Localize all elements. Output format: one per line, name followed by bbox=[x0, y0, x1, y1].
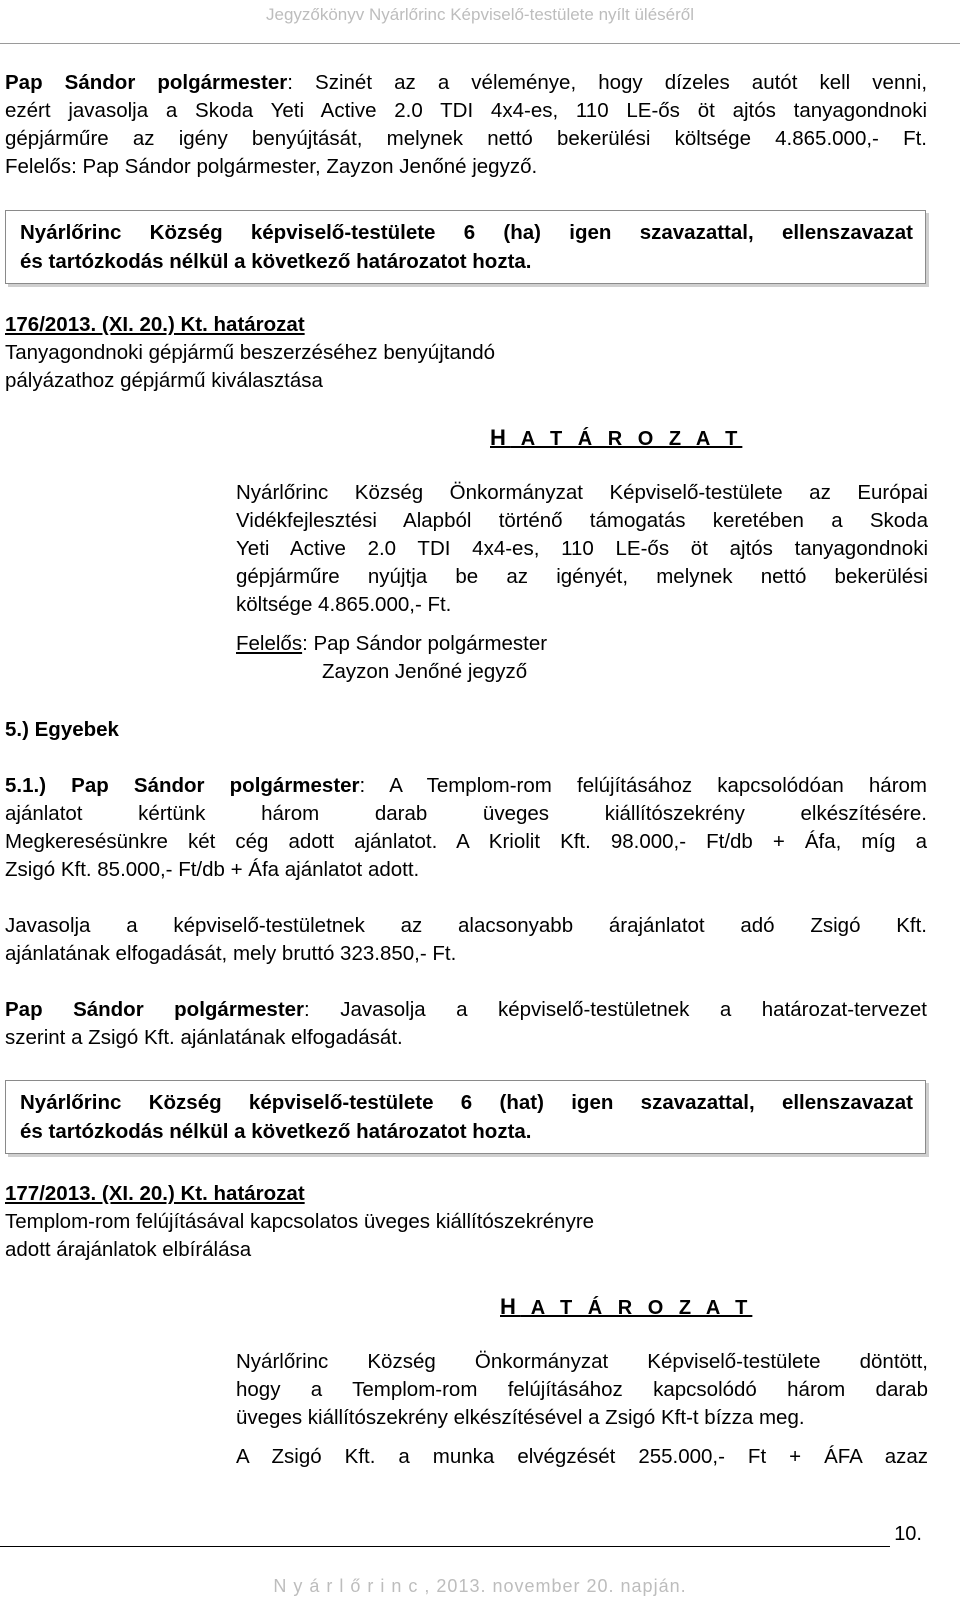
paragraph-line bbox=[5, 772, 927, 800]
paragraph-proposal bbox=[5, 912, 927, 968]
vote-line: Nyárlőrinc Község képviselő-testülete 6 (ha) igen szavazattal, ellenszavazat bbox=[20, 221, 913, 244]
resolution-title-rest: A T Á R O Z A T bbox=[520, 1297, 753, 1319]
body-line: Yeti Active 2.0 TDI 4x4-es, 110 LE-ős öt ajtós tanyagondnoki bbox=[236, 537, 928, 560]
paragraph-text: : Javasolja a képviselő-testületnek a határozat-tervezet bbox=[304, 998, 927, 1021]
resolution-title-initial: H bbox=[500, 1294, 521, 1319]
paragraph-line: szerint a Zsigó Kft. ajánlatának elfogadását. bbox=[5, 1026, 403, 1049]
paragraph-mayor-proposal bbox=[5, 996, 927, 1052]
paragraph-line: gépjárműre az igény benyújtását, melynek nettó bekerülési költsége 4.865.000,- Ft. bbox=[5, 127, 927, 150]
resolution-number: 177/2013. (XI. 20.) Kt. határozat bbox=[5, 1182, 305, 1205]
speaker-name: Pap Sándor polgármester bbox=[5, 998, 305, 1021]
body-line: A Zsigó Kft. a munka elvégzését 255.000,- Ft + ÁFA azaz bbox=[236, 1445, 928, 1468]
paragraph-mayor-opinion bbox=[5, 69, 927, 181]
resolution-title-initial: H bbox=[490, 425, 511, 450]
body-line: Vidékfejlesztési Alapból történő támogatás keretében a Skoda bbox=[236, 509, 928, 532]
responsible-person: : Pap Sándor polgármester bbox=[302, 632, 548, 655]
paragraph-line bbox=[5, 69, 927, 97]
vote-box bbox=[5, 210, 926, 284]
page-footer: N y á r l ő r i n c , 2013. november 20. napján. bbox=[273, 1576, 687, 1596]
paragraph-line: Felelős: Pap Sándor polgármester, Zayzon Jenőné jegyző. bbox=[5, 155, 538, 178]
page-header bbox=[0, 0, 960, 44]
paragraph-lead: 5.1.) Pap Sándor polgármester bbox=[5, 774, 360, 797]
vote-box bbox=[5, 1080, 926, 1154]
resolution-header bbox=[5, 1180, 927, 1264]
resolution-body bbox=[236, 479, 928, 619]
resolution-body bbox=[236, 1348, 928, 1471]
paragraph-text: : Szinét az a véleménye, hogy dízeles autót kell venni, bbox=[287, 71, 928, 94]
paragraph-line bbox=[5, 996, 927, 1024]
resolution-title bbox=[500, 1293, 752, 1322]
body-line: költsége 4.865.000,- Ft. bbox=[236, 593, 452, 616]
resolution-subject: adott árajánlatok elbírálása bbox=[5, 1238, 252, 1261]
body-line: Nyárlőrinc Község Önkormányzat Képviselő-testülete az Európai bbox=[236, 481, 928, 504]
speaker-name: Pap Sándor polgármester bbox=[5, 71, 288, 94]
vote-line: és tartózkodás nélkül a következő határozatot hozta. bbox=[20, 1120, 532, 1143]
paragraph-5-1 bbox=[5, 772, 927, 884]
body-line: hogy a Templom-rom felújításához kapcsolódó három darab bbox=[236, 1378, 928, 1401]
resolution-subject: Templom-rom felújításával kapcsolatos üveges kiállítószekrényre bbox=[5, 1210, 595, 1233]
resolution-title bbox=[490, 424, 742, 453]
resolution-subject: pályázathoz gépjármű kiválasztása bbox=[5, 369, 323, 392]
resolution-subject: Tanyagondnoki gépjármű beszerzéséhez benyújtandó bbox=[5, 341, 496, 364]
responsible-block bbox=[236, 630, 928, 686]
resolution-title-rest: A T Á R O Z A T bbox=[510, 428, 743, 450]
vote-line: és tartózkodás nélkül a következő határozatot hozta. bbox=[20, 250, 532, 273]
body-line: üveges kiállítószekrény elkészítésével a Zsigó Kft-t bízza meg. bbox=[236, 1406, 805, 1429]
footer-divider bbox=[0, 1546, 890, 1547]
responsible-person: Zayzon Jenőné jegyző bbox=[322, 660, 528, 683]
header-title: Jegyzőkönyv Nyárlőrinc Képviselő-testülete nyílt üléséről bbox=[265, 5, 695, 24]
paragraph-line: Megkeresésünkre két cég adott ajánlatot. A Kriolit Kft. 98.000,- Ft/db + Áfa, míg a bbox=[5, 830, 927, 853]
paragraph-text: : A Templom-rom felújításához kapcsolódóan három bbox=[359, 774, 928, 797]
paragraph-line: Javasolja a képviselő-testületnek az alacsonyabb árajánlatot adó Zsigó Kft. bbox=[5, 914, 927, 937]
paragraph-line: Zsigó Kft. 85.000,- Ft/db + Áfa ajánlatot adott. bbox=[5, 858, 420, 881]
body-line: Nyárlőrinc Község Önkormányzat Képviselő-testülete döntött, bbox=[236, 1350, 928, 1373]
resolution-header bbox=[5, 311, 927, 395]
section-heading: 5.) Egyebek bbox=[5, 718, 119, 741]
responsible-label: Felelős bbox=[236, 632, 303, 655]
page-number: 10. bbox=[894, 1523, 922, 1545]
vote-line: Nyárlőrinc Község képviselő-testülete 6 (hat) igen szavazattal, ellenszavazat bbox=[20, 1091, 913, 1114]
responsible-line bbox=[236, 630, 928, 658]
paragraph-line: ajánlatának elfogadását, mely bruttó 323.850,- Ft. bbox=[5, 942, 457, 965]
paragraph-line: ajánlatot kértünk három darab üveges kiállítószekrény elkészítésére. bbox=[5, 802, 927, 825]
resolution-number: 176/2013. (XI. 20.) Kt. határozat bbox=[5, 313, 305, 336]
paragraph-line: ezért javasolja a Skoda Yeti Active 2.0 TDI 4x4-es, 110 LE-ős öt ajtós tanyagondnoki bbox=[5, 99, 927, 122]
body-line: gépjárműre nyújtja be az igényét, melynek nettó bekerülési bbox=[236, 565, 928, 588]
